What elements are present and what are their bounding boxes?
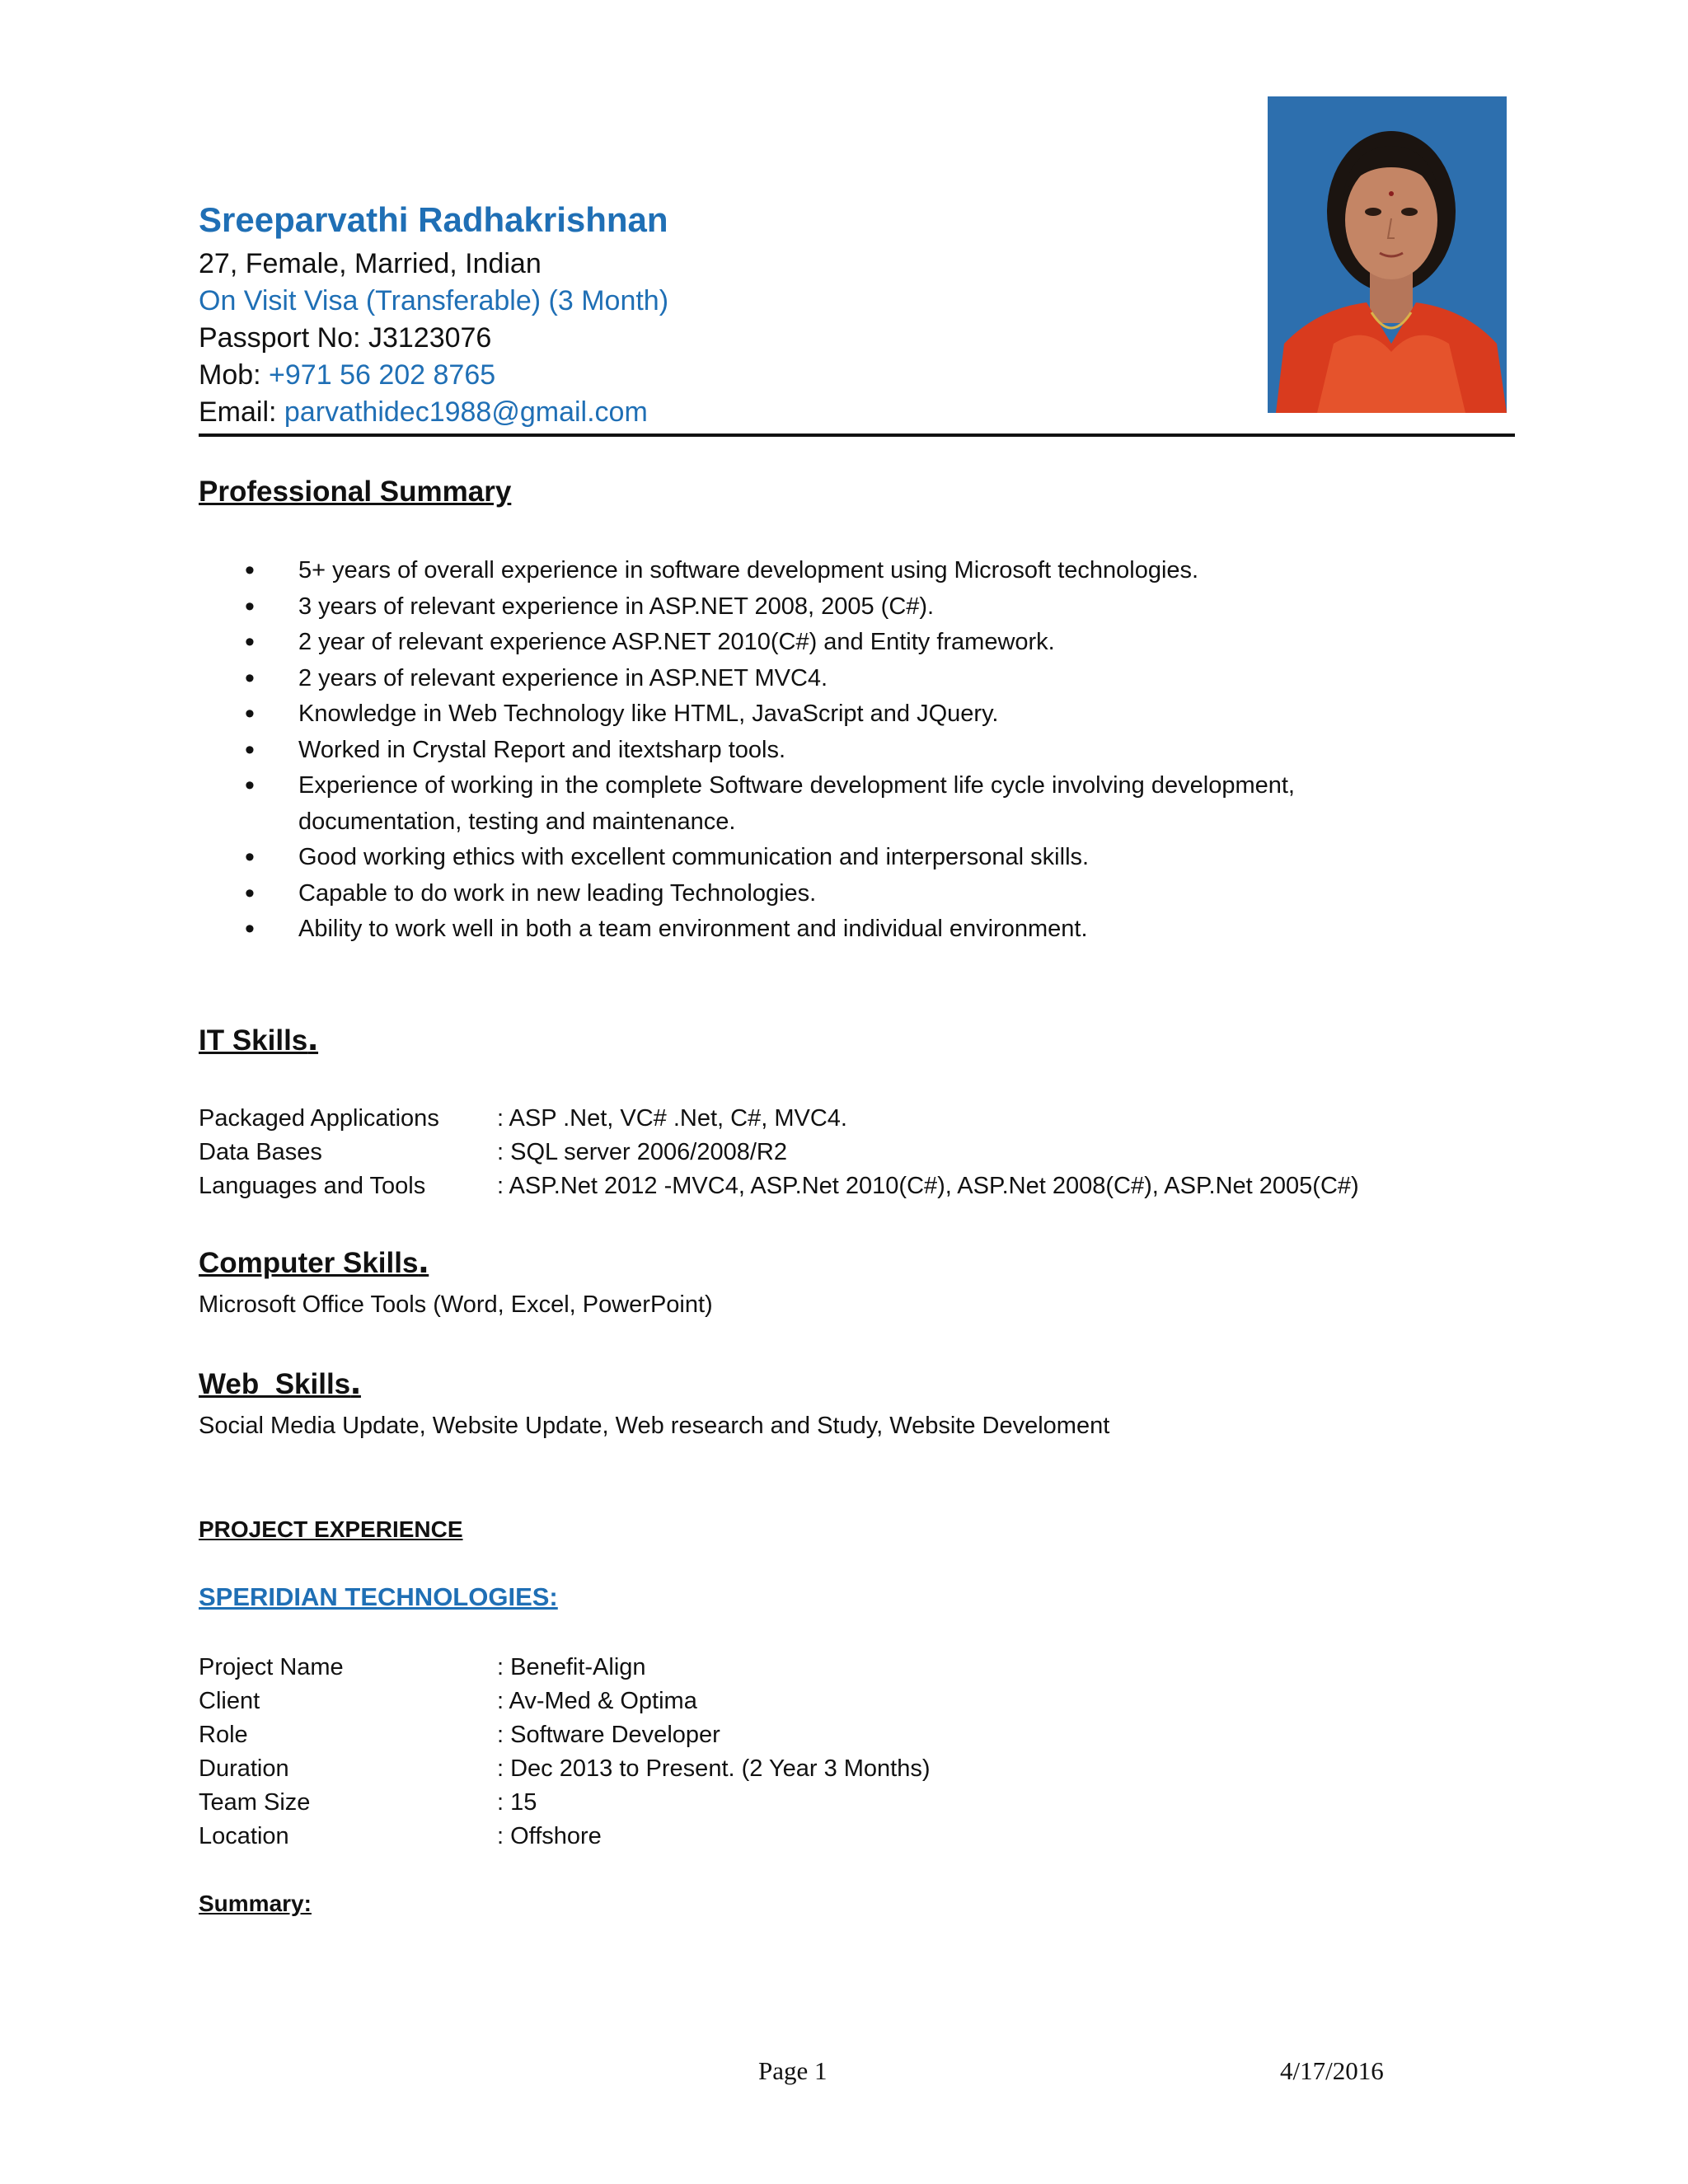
mobile-label: Mob: — [199, 359, 270, 391]
computer-skills-text: Microsoft Office Tools (Word, Excel, PowerPoint) — [199, 1291, 713, 1318]
skill-category: Languages and Tools — [199, 1173, 426, 1199]
table-row — [199, 1786, 931, 1820]
list-item: • Capable to do work in new leading Technologies. — [199, 876, 1410, 912]
table-row — [199, 1102, 1359, 1136]
professional-summary-list — [199, 553, 1410, 948]
web-skills-text: Social Media Update, Website Update, Web research and Study, Website Develoment — [199, 1413, 1110, 1439]
skill-values: : ASP .Net, VC# .Net, C#, MVC4. — [497, 1105, 847, 1132]
page-number: Page 1 — [758, 2056, 828, 2085]
project-field-value: : Software Developer — [497, 1722, 720, 1748]
footer-date: 4/17/2016 — [1280, 2056, 1384, 2085]
list-item: • 2 years of relevant experience in ASP.NET MVC4. — [199, 661, 1410, 697]
skill-category: Packaged Applications — [199, 1105, 439, 1132]
table-row — [199, 1136, 1359, 1169]
it-skills-heading — [199, 1015, 319, 1058]
table-row — [199, 1169, 1359, 1203]
personal-details: 27, Female, Married, Indian — [199, 248, 542, 279]
project-field-value: : Offshore — [497, 1823, 602, 1849]
web-skills-heading — [199, 1359, 361, 1402]
heading-dot: . — [307, 1015, 319, 1058]
passport-number: Passport No: J3123076 — [199, 322, 492, 354]
email-label: Email: — [199, 396, 284, 428]
list-item: • Good working ethics with excellent communication and interpersonal skills. — [199, 840, 1410, 876]
computer-skills-heading-text: Computer Skills — [199, 1247, 419, 1279]
skill-values: : SQL server 2006/2008/R2 — [497, 1139, 787, 1165]
table-row — [199, 1685, 931, 1718]
skill-values: : ASP.Net 2012 -MVC4, ASP.Net 2010(C#), ASP.Net 2008(C#), ASP.Net 2005(C#) — [497, 1173, 1359, 1199]
professional-summary-heading: Professional Summary — [199, 476, 512, 508]
table-row — [199, 1651, 931, 1685]
visa-status: On Visit Visa (Transferable) (3 Month) — [199, 285, 669, 316]
list-item: • 5+ years of overall experience in software development using Microsoft technologies. — [199, 553, 1410, 589]
web-skills-heading-text: Web Skills — [199, 1368, 351, 1400]
mobile-line — [199, 361, 495, 389]
it-skills-heading-text: IT Skills — [199, 1024, 308, 1057]
project-field-label: Team Size — [199, 1789, 311, 1816]
list-item: • Worked in Crystal Report and itextsharp tools. — [199, 733, 1410, 769]
mobile-number-link[interactable]: +971 56 202 8765 — [269, 359, 496, 391]
computer-skills-heading — [199, 1238, 429, 1281]
company-name: SPERIDIAN TECHNOLOGIES: — [199, 1582, 558, 1611]
table-row — [199, 1820, 931, 1854]
project-field-label: Project Name — [199, 1654, 344, 1680]
profile-photo-illustration — [1268, 96, 1507, 413]
list-item: • 2 year of relevant experience ASP.NET 2010(C#) and Entity framework. — [199, 625, 1410, 661]
project-experience-heading: PROJECT EXPERIENCE — [199, 1516, 463, 1542]
it-skills-table — [199, 1102, 1359, 1203]
profile-photo — [1268, 96, 1507, 413]
project-field-label: Role — [199, 1722, 248, 1748]
candidate-name: Sreeparvathi Radhakrishnan — [199, 200, 668, 239]
email-line — [199, 398, 648, 426]
project-field-label: Location — [199, 1823, 289, 1849]
project-field-label: Duration — [199, 1755, 289, 1782]
list-item: • Knowledge in Web Technology like HTML, JavaScript and JQuery. — [199, 696, 1410, 733]
project-details-table — [199, 1651, 931, 1854]
list-item: • Experience of working in the complete Software development life cycle involving development, documentation, testing and maintenance. — [199, 768, 1410, 840]
table-row — [199, 1718, 931, 1752]
project-summary-heading: Summary: — [199, 1891, 312, 1916]
project-field-value: : 15 — [497, 1789, 537, 1816]
table-row — [199, 1752, 931, 1786]
heading-dot: . — [350, 1359, 361, 1402]
skill-category: Data Bases — [199, 1139, 322, 1165]
project-field-value: : Benefit-Align — [497, 1654, 646, 1680]
header-divider — [199, 434, 1515, 437]
project-field-value: : Av-Med & Optima — [497, 1688, 697, 1714]
list-item: • Ability to work well in both a team environment and individual environment. — [199, 912, 1410, 948]
list-item: • 3 years of relevant experience in ASP.NET 2008, 2005 (C#). — [199, 589, 1410, 626]
email-link[interactable]: parvathidec1988@gmail.com — [284, 396, 648, 428]
heading-dot: . — [418, 1238, 429, 1281]
project-field-value: : Dec 2013 to Present. (2 Year 3 Months) — [497, 1755, 931, 1782]
project-field-label: Client — [199, 1688, 260, 1714]
